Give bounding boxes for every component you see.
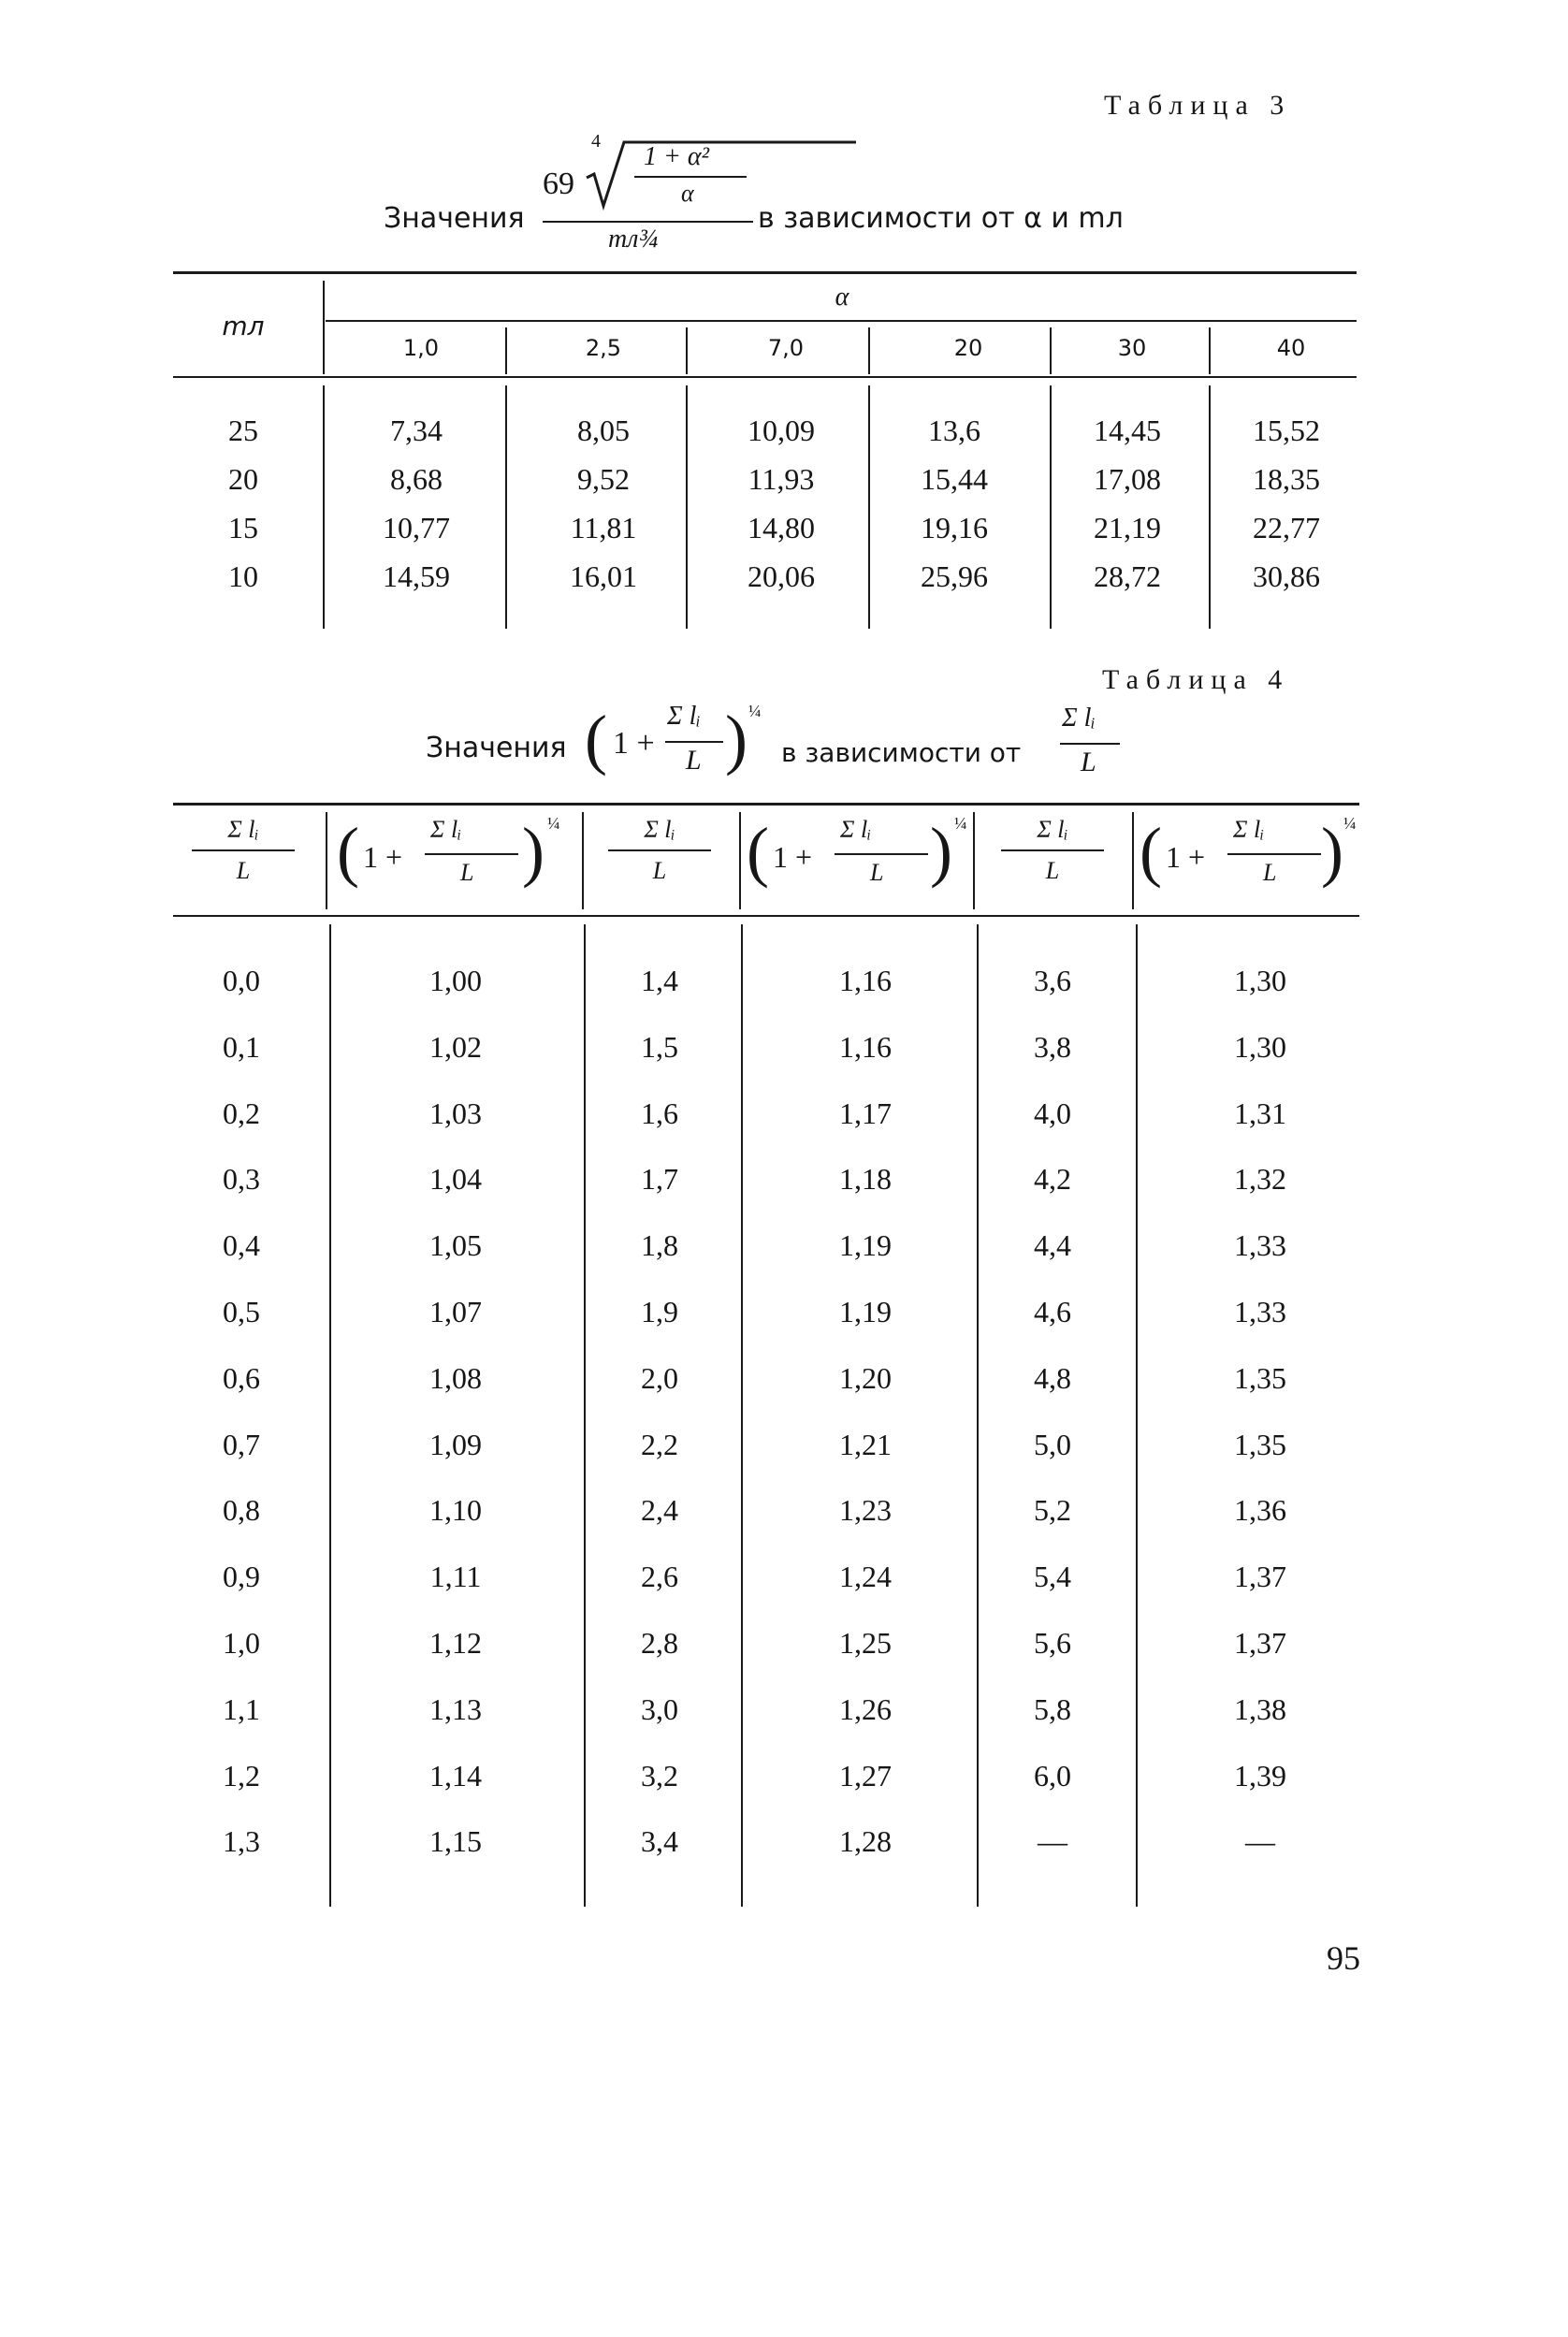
table4-title-exponent: ¼ xyxy=(748,702,762,720)
table3-suffix: в зависимости от α и mл xyxy=(758,202,1124,235)
table3-cell: 8,05 xyxy=(577,414,630,447)
page-number: 95 xyxy=(1327,1939,1360,1977)
header-L: L xyxy=(1263,859,1277,886)
table4-x-cell: 0,8 xyxy=(223,1493,260,1528)
table4-x-cell: 2,2 xyxy=(641,1427,678,1461)
header-sum: Σ lᵢ xyxy=(840,816,872,843)
table4-title-L: L xyxy=(686,745,702,776)
table4-x-cell: 1,1 xyxy=(223,1691,260,1726)
header-sum: Σ lᵢ xyxy=(227,816,259,843)
table3-row-header: mл xyxy=(222,311,265,341)
table3-vrule-3b xyxy=(868,385,870,629)
table4-y-cell: 1,18 xyxy=(839,1162,892,1197)
table4-x-cell: 0,2 xyxy=(223,1096,260,1130)
table4-x-cell: 0,1 xyxy=(223,1029,260,1064)
table3-col-header: 20 xyxy=(953,335,983,361)
header-sum: Σ lᵢ xyxy=(430,816,462,843)
table4-header-rule xyxy=(173,915,1359,917)
table4-y-cell: — xyxy=(1245,1824,1275,1859)
header-L: L xyxy=(870,859,884,886)
table4-y-cell: 1,12 xyxy=(429,1626,482,1660)
formula-radicand-den: α xyxy=(681,180,694,207)
table3-cell: 13,6 xyxy=(928,414,980,447)
table4-x-cell: 1,0 xyxy=(223,1626,260,1660)
table4-y-cell: 1,36 xyxy=(1234,1493,1286,1528)
table3-cell: 10,09 xyxy=(748,414,815,447)
table4-x-cell: 2,8 xyxy=(641,1626,678,1660)
table3-cell: 9,52 xyxy=(577,462,630,496)
right-paren-icon: ) xyxy=(1321,814,1343,889)
table4-header-y xyxy=(1140,810,1364,904)
table4-x-cell: 6,0 xyxy=(1034,1758,1071,1793)
table4-x-cell: 3,8 xyxy=(1034,1029,1071,1064)
header-one: 1 + xyxy=(773,840,813,874)
table3-vrule-3 xyxy=(868,327,870,374)
header-frac-rule xyxy=(1001,849,1104,851)
table3-row-m: 20 xyxy=(228,462,258,496)
header-exponent: ¼ xyxy=(547,814,560,833)
left-paren-icon: ( xyxy=(1140,814,1162,889)
header-L: L xyxy=(652,857,667,884)
table3-col-header: 7,0 xyxy=(767,335,805,361)
table4-y-cell: 1,10 xyxy=(429,1493,482,1528)
header-sum: Σ lᵢ xyxy=(1233,816,1265,843)
table4-x-cell: 0,3 xyxy=(223,1162,260,1197)
table3-cell: 14,59 xyxy=(383,559,450,593)
table4-x-cell: 0,0 xyxy=(223,964,260,997)
table4-x-cell: 1,8 xyxy=(641,1228,678,1263)
table3-cell: 14,45 xyxy=(1094,414,1161,447)
table4-prefix: Значения xyxy=(426,732,567,764)
table4-x-cell: 0,9 xyxy=(223,1560,260,1594)
table3-col-header: 2,5 xyxy=(585,335,622,361)
table3-row-m: 10 xyxy=(228,559,258,593)
table3-cell: 14,80 xyxy=(748,511,815,544)
formula-root-index: 4 xyxy=(591,131,601,152)
table3-cell: 15,52 xyxy=(1253,414,1320,447)
table4-x-cell: 3,4 xyxy=(641,1824,678,1859)
header-one: 1 + xyxy=(1166,840,1206,874)
table4-y-cell: 1,27 xyxy=(839,1758,892,1793)
table4-y-cell: 1,09 xyxy=(429,1427,482,1461)
table4-y-cell: 1,13 xyxy=(429,1691,482,1726)
left-paren-icon: ( xyxy=(337,814,359,889)
table4-y-cell: 1,35 xyxy=(1234,1360,1286,1395)
table3-cell: 20,06 xyxy=(748,559,815,593)
table4-header-x xyxy=(192,816,295,885)
table4-vrule-0 xyxy=(326,812,327,909)
table3-cell: 19,16 xyxy=(921,511,988,544)
table3-vrule-1b xyxy=(505,385,507,629)
table4-x-cell: 1,9 xyxy=(641,1295,678,1328)
table4-x-cell: — xyxy=(1038,1824,1067,1859)
table4-y-cell: 1,00 xyxy=(429,964,482,997)
table4-vrule-2 xyxy=(739,812,741,909)
table4-title xyxy=(426,702,1268,805)
table4-y-cell: 1,30 xyxy=(1234,1029,1286,1064)
table4-y-cell: 1,33 xyxy=(1234,1228,1286,1263)
table4-x-cell: 2,6 xyxy=(641,1560,678,1594)
table4-header-y xyxy=(747,810,971,904)
table4-title-sum: Σ lᵢ xyxy=(667,702,701,731)
table4-caption: Таблица 4 xyxy=(1102,664,1290,695)
table4-x-cell: 4,2 xyxy=(1034,1162,1071,1197)
table3-cell: 10,77 xyxy=(383,511,450,544)
table4-x-cell: 2,4 xyxy=(641,1493,678,1528)
formula-denominator: mл¾ xyxy=(608,225,659,254)
table3-vrule-5b xyxy=(1209,385,1211,629)
table3-cell: 15,44 xyxy=(921,462,988,496)
table4-title-frac-rule xyxy=(665,741,723,743)
table4-y-cell: 1,05 xyxy=(429,1228,482,1263)
formula-radicand-num: 1 + α² xyxy=(644,142,709,171)
table3-vrule-5 xyxy=(1209,327,1211,374)
table4-y-cell: 1,07 xyxy=(429,1295,482,1328)
table3-vrule-2 xyxy=(686,327,688,374)
table4-vrule-4b xyxy=(1136,924,1138,1907)
table4-x-cell: 3,2 xyxy=(641,1758,678,1793)
table4-vrule-2b xyxy=(741,924,743,1907)
table3-row-m: 15 xyxy=(228,511,258,544)
table4-x-cell: 2,0 xyxy=(641,1360,678,1395)
table4-vrule-1 xyxy=(582,812,584,909)
table4-x-cell: 0,6 xyxy=(223,1360,260,1395)
table4-y-cell: 1,14 xyxy=(429,1758,482,1793)
table3-cell: 30,86 xyxy=(1253,559,1320,593)
header-frac-rule xyxy=(425,853,518,855)
header-exponent: ¼ xyxy=(1343,814,1357,833)
table4-y-cell: 1,28 xyxy=(839,1824,892,1859)
header-exponent: ¼ xyxy=(954,814,967,833)
table4-y-cell: 1,32 xyxy=(1234,1162,1286,1197)
table4-y-cell: 1,20 xyxy=(839,1360,892,1395)
table3-prefix: Значения xyxy=(384,202,525,235)
table4-vrule-3 xyxy=(973,812,975,909)
table3-cell: 16,01 xyxy=(570,559,637,593)
right-paren-icon: ) xyxy=(725,702,748,777)
table3-title xyxy=(384,131,1226,262)
table4-x-cell: 5,6 xyxy=(1034,1626,1071,1660)
header-frac-rule xyxy=(608,849,711,851)
table4-y-cell: 1,16 xyxy=(839,1029,892,1064)
table3-vrule-4 xyxy=(1050,327,1052,374)
table4-y-cell: 1,21 xyxy=(839,1427,892,1461)
header-frac-rule xyxy=(1227,853,1321,855)
table3-col-header: 30 xyxy=(1117,335,1147,361)
table3-cell: 28,72 xyxy=(1094,559,1161,593)
table4-x-cell: 1,4 xyxy=(641,964,678,997)
table3-cell: 21,19 xyxy=(1094,511,1161,544)
table4-header-y xyxy=(337,810,580,904)
table3-caption: Таблица 3 xyxy=(1104,90,1292,121)
table4-y-cell: 1,08 xyxy=(429,1360,482,1395)
left-paren-icon: ( xyxy=(585,702,607,777)
table4-header-x xyxy=(1001,816,1104,885)
right-paren-icon: ) xyxy=(522,814,544,889)
table3-header-rule xyxy=(173,376,1357,378)
header-sum: Σ lᵢ xyxy=(1037,816,1068,843)
right-paren-icon: ) xyxy=(930,814,952,889)
left-paren-icon: ( xyxy=(747,814,769,889)
table4-title-one: 1 + xyxy=(613,726,655,761)
table4-x-cell: 4,4 xyxy=(1034,1228,1071,1263)
header-frac-rule xyxy=(192,849,295,851)
table4-suffix-frac-rule xyxy=(1060,743,1120,745)
table4-x-cell: 5,4 xyxy=(1034,1560,1071,1594)
table3-col-header: 40 xyxy=(1276,335,1306,361)
table4-y-cell: 1,30 xyxy=(1234,964,1286,997)
table4-y-cell: 1,33 xyxy=(1234,1295,1286,1328)
table3-vrule-0b xyxy=(323,385,325,629)
table3-row-m: 25 xyxy=(228,414,258,447)
table3-cell: 7,34 xyxy=(390,414,443,447)
table4-y-cell: 1,37 xyxy=(1234,1626,1286,1660)
table4-y-cell: 1,02 xyxy=(429,1029,482,1064)
header-one: 1 + xyxy=(363,840,403,874)
table3-col-header: 1,0 xyxy=(402,335,440,361)
table4-y-cell: 1,37 xyxy=(1234,1560,1286,1594)
table4-x-cell: 0,7 xyxy=(223,1427,260,1461)
table3-vrule-1 xyxy=(505,327,507,374)
table4-y-cell: 1,19 xyxy=(839,1228,892,1263)
table3-alpha-rule xyxy=(326,320,1357,322)
formula-radicand-rule xyxy=(634,176,747,178)
table3-vrule-2b xyxy=(686,385,688,629)
table4-top-rule xyxy=(173,803,1359,806)
table4-y-cell: 1,03 xyxy=(429,1096,482,1130)
header-L: L xyxy=(460,859,474,886)
table3-col-group-header: α xyxy=(835,283,849,312)
table4-x-cell: 1,3 xyxy=(223,1824,260,1859)
table3-cell: 11,81 xyxy=(570,511,637,544)
formula-coef: 69 xyxy=(543,167,574,201)
table3-vrule-0 xyxy=(323,281,325,374)
table4-x-cell: 4,8 xyxy=(1034,1360,1071,1395)
table4-x-cell: 1,6 xyxy=(641,1096,678,1130)
table4-vrule-0b xyxy=(329,924,331,1907)
table4-vrule-4 xyxy=(1132,812,1134,909)
table4-header-x xyxy=(608,816,711,885)
table4-y-cell: 1,25 xyxy=(839,1626,892,1660)
table4-y-cell: 1,17 xyxy=(839,1096,892,1130)
table4-x-cell: 5,8 xyxy=(1034,1691,1071,1726)
table4-y-cell: 1,16 xyxy=(839,964,892,997)
table4-suffix-L: L xyxy=(1081,747,1096,777)
table3-top-rule xyxy=(173,271,1357,274)
table4-suffix-sum: Σ lᵢ xyxy=(1062,704,1096,733)
table4-y-cell: 1,31 xyxy=(1234,1096,1286,1130)
table3-vrule-4b xyxy=(1050,385,1052,629)
table4-x-cell: 3,0 xyxy=(641,1691,678,1726)
table4-y-cell: 1,26 xyxy=(839,1691,892,1726)
table3-cell: 8,68 xyxy=(390,462,443,496)
table4-y-cell: 1,38 xyxy=(1234,1691,1286,1726)
table4-x-cell: 3,6 xyxy=(1034,964,1071,997)
table4-x-cell: 5,0 xyxy=(1034,1427,1071,1461)
formula-main-rule xyxy=(543,221,753,223)
header-L: L xyxy=(1045,857,1060,884)
table3-cell: 22,77 xyxy=(1253,511,1320,544)
table4-x-cell: 0,5 xyxy=(223,1295,260,1328)
table4-y-cell: 1,04 xyxy=(429,1162,482,1197)
table4-y-cell: 1,24 xyxy=(839,1560,892,1594)
table4-y-cell: 1,11 xyxy=(429,1560,482,1594)
table4-y-cell: 1,15 xyxy=(429,1824,482,1859)
header-frac-rule xyxy=(835,853,928,855)
header-L: L xyxy=(236,857,251,884)
table4-x-cell: 4,6 xyxy=(1034,1295,1071,1328)
table4-y-cell: 1,23 xyxy=(839,1493,892,1528)
table4-x-cell: 4,0 xyxy=(1034,1096,1071,1130)
table3-cell: 18,35 xyxy=(1253,462,1320,496)
header-sum: Σ lᵢ xyxy=(644,816,675,843)
table4-y-cell: 1,19 xyxy=(839,1295,892,1328)
table3-cell: 11,93 xyxy=(748,462,815,496)
table4-x-cell: 1,2 xyxy=(223,1758,260,1793)
table4-y-cell: 1,35 xyxy=(1234,1427,1286,1461)
table3-cell: 17,08 xyxy=(1094,462,1161,496)
table4-x-cell: 0,4 xyxy=(223,1228,260,1263)
table4-x-cell: 5,2 xyxy=(1034,1493,1071,1528)
table4-x-cell: 1,7 xyxy=(641,1162,678,1197)
table4-x-cell: 1,5 xyxy=(641,1029,678,1064)
table4-y-cell: 1,39 xyxy=(1234,1758,1286,1793)
table3-cell: 25,96 xyxy=(921,559,988,593)
table4-suffix: в зависимости от xyxy=(781,737,1022,768)
